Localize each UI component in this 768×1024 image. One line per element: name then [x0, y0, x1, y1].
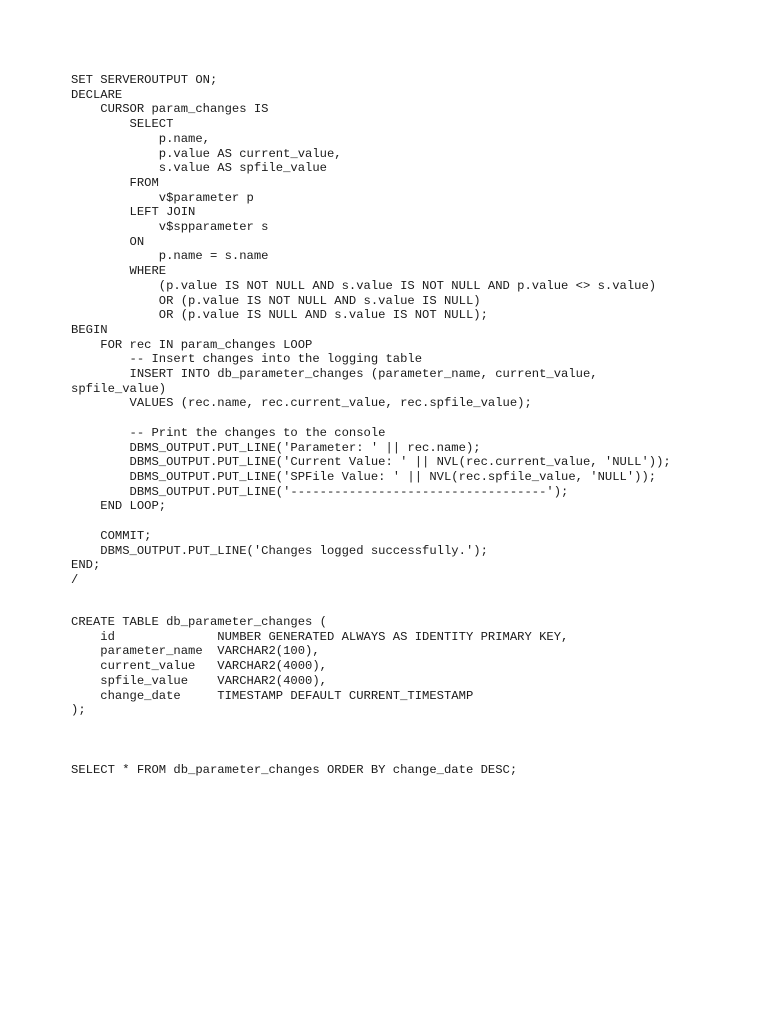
create-table-code-block: CREATE TABLE db_parameter_changes ( id NUMBER GENERATED ALWAYS AS IDENTITY PRIMARY KEY, parameter_name VARCHAR2(100), current_value VARCHAR2(4000), spfile_value VARCHAR2(4000), change_date TIMESTAMP DEFAULT CURRENT_TIMESTAMP );	[71, 615, 569, 718]
plsql-code-block: SET SERVEROUTPUT ON; DECLARE CURSOR param_changes IS SELECT p.name, p.value AS current_value, s.value AS spfile_value FROM v$parameter p LEFT JOIN v$spparameter s ON p.name = s.name WHERE (p.value IS NOT NULL AND s.value IS NOT NULL AND p.value <> s.value) OR (p.value IS NOT NULL AND s.value IS NULL) OR (p.value IS NULL AND s.value IS NOT NULL); BEGIN FOR rec IN param_changes LOOP -- Insert changes into the logging table INSERT INTO db_parameter_changes (parameter_name, current_value, spfile_value) VALUES (rec.name, rec.current_value, rec.spfile_value); -- Print the changes to the console DBMS_OUTPUT.PUT_LINE('Parameter: ' || rec.name); DBMS_OUTPUT.PUT_LINE('Current Value: ' || NVL(rec.current_value, 'NULL')); DBMS_OUTPUT.PUT_LINE('SPFile Value: ' || NVL(rec.spfile_value, 'NULL')); DBMS_OUTPUT.PUT_LINE('-----------------------------------'); END LOOP; COMMIT; DBMS_OUTPUT.PUT_LINE('Changes logged successfully.'); END; /	[71, 73, 671, 587]
select-query-code-block: SELECT * FROM db_parameter_changes ORDER BY change_date DESC;	[71, 763, 518, 777]
